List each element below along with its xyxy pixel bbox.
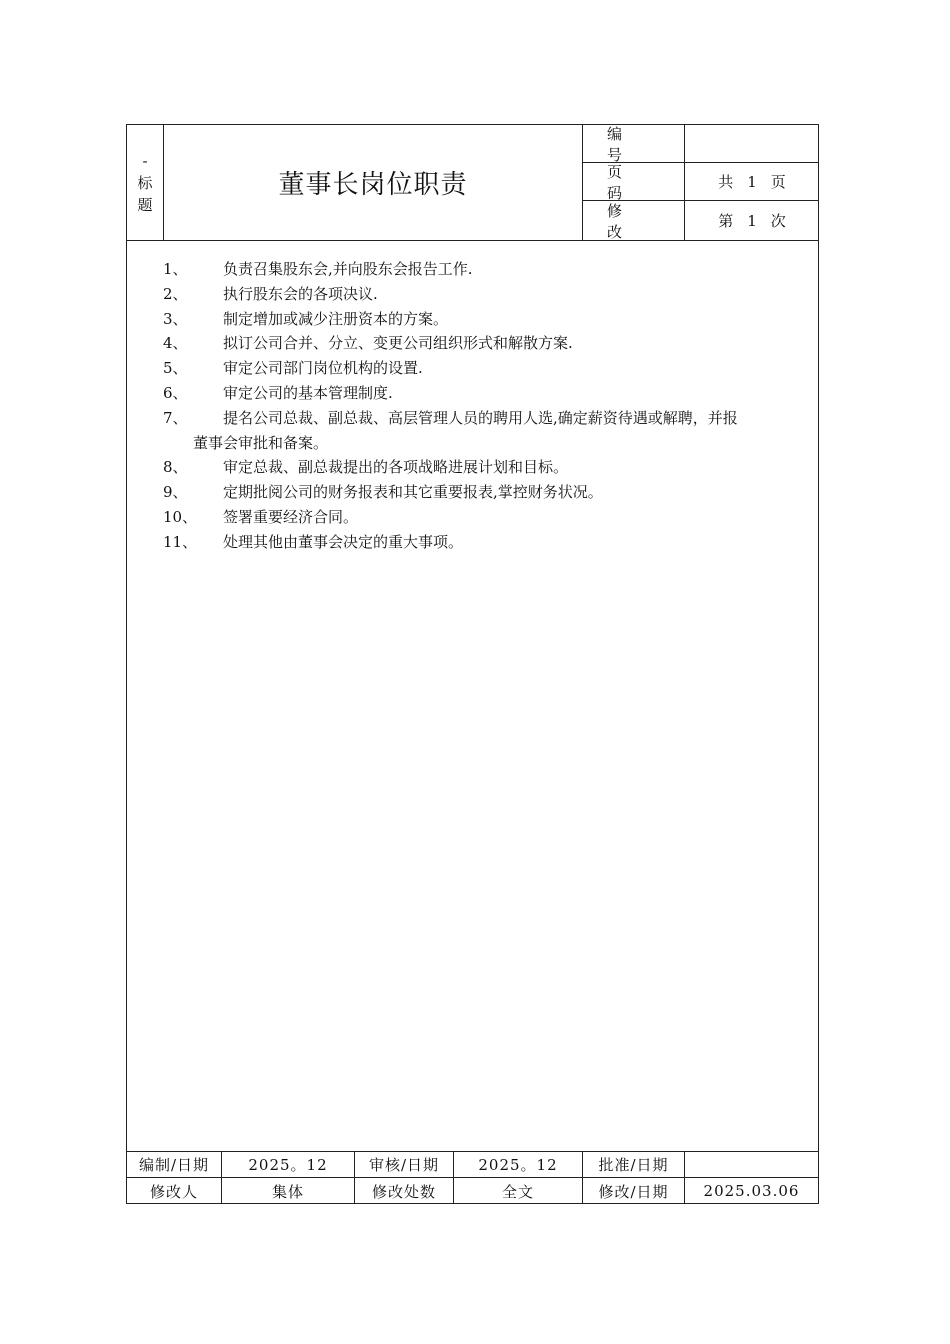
item-number: 9、: [163, 483, 188, 502]
item-number: 5、: [163, 359, 188, 378]
footer-cell: [685, 1152, 818, 1177]
item-number: 2、: [163, 284, 188, 303]
item-text: 制定增加或减少注册资本的方案。: [223, 309, 449, 328]
list-item: [127, 257, 818, 282]
item-text: 拟订公司合并、分立、变更公司组织形式和解散方案.: [223, 334, 573, 353]
duty-list: [127, 257, 818, 555]
footer-cell: 编制/日期: [127, 1152, 222, 1177]
footer-cell: 修改人: [127, 1178, 222, 1204]
list-item: [127, 480, 818, 505]
item-number: 1、: [163, 260, 188, 278]
header-divider: [127, 240, 818, 241]
list-item: [127, 530, 818, 555]
item-text: 审定公司的基本管理制度.: [223, 383, 393, 402]
document-title: 董事长岗位职责: [164, 125, 583, 240]
header-label-char: 标: [137, 173, 153, 192]
header-label-char: 题: [137, 195, 153, 214]
footer-cell: 修改处数: [355, 1178, 454, 1204]
item-text: 定期批阅公司的财务报表和其它重要报表,掌控财务状况。: [223, 483, 603, 502]
header-row-number: [583, 125, 819, 163]
footer-cell: 2025。12: [454, 1152, 583, 1177]
header-value: [685, 125, 819, 162]
list-item: [127, 381, 818, 406]
list-item: [127, 455, 818, 480]
item-number: 10、: [163, 507, 198, 526]
header-label-char: -: [142, 151, 148, 170]
item-number: 3、: [163, 309, 188, 328]
footer-cell: 2025。12: [222, 1152, 355, 1177]
item-number: 6、: [163, 383, 188, 402]
footer-row-approval: [127, 1152, 818, 1178]
header-info-grid: [583, 125, 819, 240]
item-text: 签署重要经济合同。: [223, 507, 359, 526]
footer-cell: 2025.03.06: [703, 1182, 800, 1200]
item-number: 4、: [163, 334, 188, 353]
document-frame: [126, 124, 819, 1204]
header-key: 页码: [583, 163, 685, 200]
approval-footer: [127, 1151, 818, 1204]
footer-row-revision: [127, 1178, 818, 1204]
footer-cell: 修改/日期: [583, 1178, 685, 1204]
item-text: 负责召集股东会,并向股东会报告工作.: [223, 260, 473, 278]
item-text: 提名公司总裁、副总裁、高层管理人员的聘用人选,确定薪资待遇或解聘，并报: [223, 408, 738, 427]
item-number: 7、: [163, 408, 188, 427]
list-item: [127, 282, 818, 307]
list-item: [127, 331, 818, 356]
header-value: 共1页: [718, 173, 800, 191]
item-text: 审定公司部门岗位机构的设置.: [223, 359, 423, 378]
item-text: 处理其他由董事会决定的重大事项。: [223, 532, 464, 551]
header-row-revision: [583, 201, 819, 240]
header-key: 编号: [583, 125, 685, 162]
list-item: [127, 505, 818, 530]
header-row-page: [583, 163, 819, 201]
item-number: 11、: [163, 532, 198, 551]
header-key: 修改: [583, 201, 685, 240]
list-item: [127, 307, 818, 332]
header-value: 第1次: [718, 212, 800, 230]
footer-cell: 审核/日期: [355, 1152, 454, 1177]
item-number: 8、: [163, 458, 188, 477]
footer-cell: 批准/日期: [583, 1152, 685, 1177]
item-text-continuation: 董事会审批和备案。: [193, 433, 329, 452]
item-text: 执行股东会的各项决议.: [223, 284, 378, 303]
footer-cell: 集体: [222, 1178, 355, 1204]
header-label: [127, 125, 164, 240]
item-text: 审定总裁、副总裁提出的各项战略进展计划和目标。: [223, 458, 569, 477]
list-item: [127, 406, 818, 456]
footer-cell: 全文: [454, 1178, 583, 1204]
list-item: [127, 356, 818, 381]
